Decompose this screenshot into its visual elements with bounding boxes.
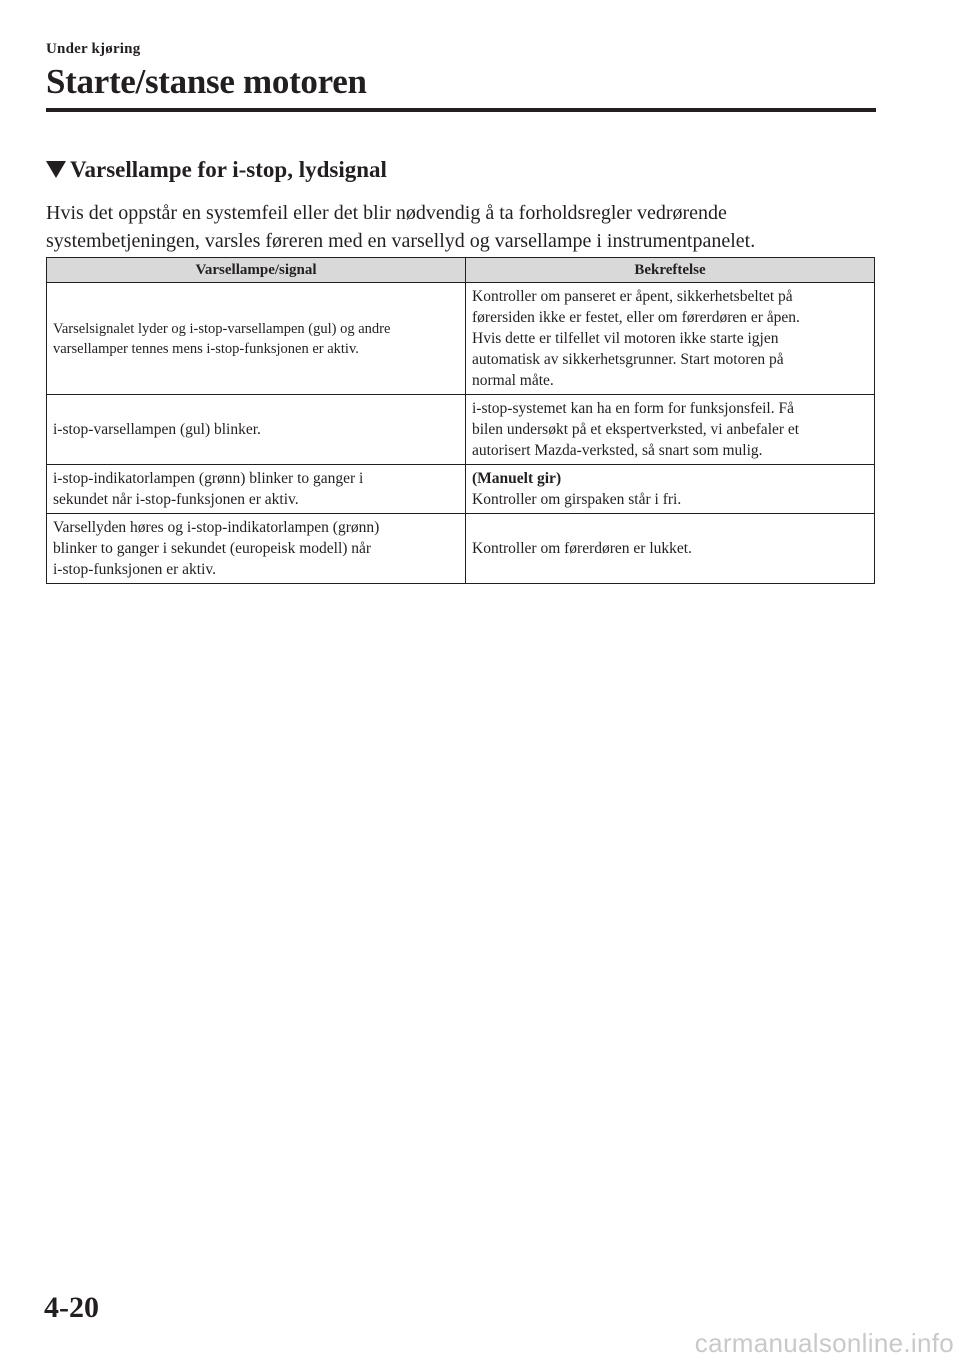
cell-line: førersiden ikke er festet, eller om førerdøren er åpen. <box>472 309 800 326</box>
cell-line: Hvis dette er tilfellet vil motoren ikke starte igjen <box>472 330 779 347</box>
watermark: carmanualsonline.info <box>694 1328 954 1358</box>
cell-line: Kontroller om panseret er åpent, sikkerhetsbeltet på <box>472 288 793 305</box>
confirmation-cell <box>466 514 875 584</box>
signal-cell <box>47 465 466 514</box>
cell-line: varsellamper tennes mens i-stop-funksjonen er aktiv. <box>53 340 359 357</box>
table-row <box>47 514 875 584</box>
signal-cell <box>47 283 466 395</box>
confirmation-cell <box>466 283 875 395</box>
page-number: 4-20 <box>44 1291 99 1324</box>
intro-paragraph <box>46 199 876 255</box>
subsection-title: Varsellampe for i-stop, lydsignal <box>70 157 387 182</box>
cell-line: i-stop-funksjonen er aktiv. <box>53 561 216 578</box>
subsection-heading <box>46 154 387 186</box>
cell-line: Varsellyden høres og i-stop-indikatorlampen (grønn) <box>53 519 380 536</box>
intro-line: systembetjeningen, varsles føreren med en varsellyd og varsellampe i instrumentpanelet. <box>46 230 756 252</box>
cell-line: automatisk av sikkerhetsgrunner. Start motoren på <box>472 351 784 368</box>
cell-line: Kontroller om girspaken står i fri. <box>472 491 682 508</box>
section-label: Under kjøring <box>46 41 141 57</box>
column-header-confirmation: Bekreftelse <box>466 258 875 283</box>
table-row <box>47 283 875 395</box>
cell-line: i-stop-indikatorlampen (grønn) blinker to ganger i <box>53 470 364 487</box>
title-divider <box>46 108 876 112</box>
confirmation-cell <box>466 465 875 514</box>
cell-line: Kontroller om førerdøren er lukket. <box>472 540 692 557</box>
cell-line: i-stop-systemet kan ha en form for funksjonsfeil. Få <box>472 400 794 417</box>
table-row <box>47 395 875 465</box>
page-title: Starte/stanse motoren <box>46 62 367 101</box>
cell-line: normal måte. <box>472 372 554 389</box>
intro-line: Hvis det oppstår en systemfeil eller det blir nødvendig å ta forholdsregler vedrørende <box>46 202 727 224</box>
cell-line: bilen undersøkt på et ekspertverksted, vi anbefaler et <box>472 421 800 438</box>
confirmation-cell <box>466 395 875 465</box>
triangle-down-icon <box>46 161 66 178</box>
column-header-signal: Varsellampe/signal <box>47 258 466 283</box>
signal-cell <box>47 514 466 584</box>
cell-line: blinker to ganger i sekundet (europeisk modell) når <box>53 540 372 557</box>
table-header-row <box>47 258 875 283</box>
warning-table <box>46 257 875 584</box>
cell-line: sekundet når i-stop-funksjonen er aktiv. <box>53 491 299 508</box>
table-row <box>47 465 875 514</box>
manual-gear-label: (Manuelt gir) <box>472 470 562 487</box>
cell-line: Varselsignalet lyder og i-stop-varsellampen (gul) og andre <box>53 320 391 337</box>
signal-cell <box>47 395 466 465</box>
cell-line: autorisert Mazda-verksted, så snart som mulig. <box>472 442 763 459</box>
cell-line: i-stop-varsellampen (gul) blinker. <box>53 421 261 438</box>
